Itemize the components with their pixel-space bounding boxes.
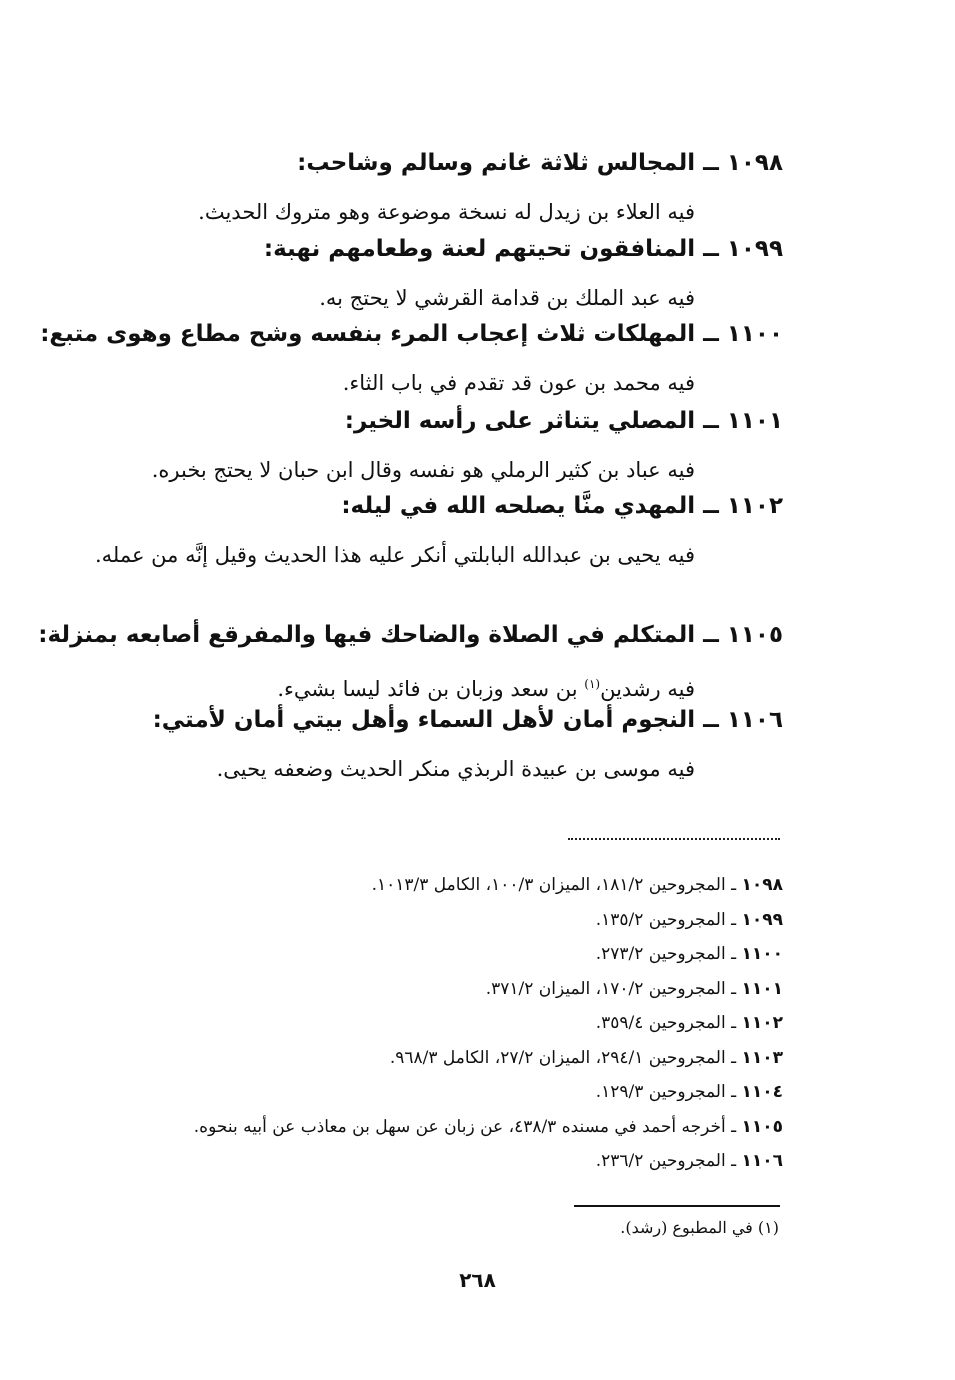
note-number: ١١٠٥ bbox=[741, 1116, 783, 1137]
note-number: ١١٠٣ bbox=[741, 1047, 783, 1068]
entry-comment: فيه محمد بن عون قد تقدم في باب الثاء. bbox=[342, 371, 695, 395]
hadith-entry-1106 bbox=[70, 705, 783, 791]
reference-note bbox=[90, 1041, 783, 1076]
reference-notes bbox=[90, 868, 783, 1179]
entry-comment-text: فيه رشدين bbox=[600, 677, 695, 701]
hadith-entry-1101 bbox=[70, 406, 783, 492]
hadith-entry-1102 bbox=[70, 491, 783, 577]
note-text: ـ المجروحين ١٢٩/٣. bbox=[595, 1082, 742, 1102]
note-number: ١١٠١ bbox=[741, 978, 783, 999]
note-number: ١٠٩٩ bbox=[741, 909, 783, 930]
entry-heading: ١١٠٥ ــ المتكلم في الصلاة والضاحك فيها والمفرقع أصابعه بمنزلة: bbox=[38, 622, 783, 648]
note-text: ـ المجروحين ٢٣٦/٢. bbox=[595, 1151, 742, 1171]
entry-comment-text: بن سعد وزبان بن فائد ليسا بشيء. bbox=[277, 677, 585, 701]
note-number: ١١٠٦ bbox=[741, 1151, 783, 1171]
reference-note bbox=[90, 903, 783, 938]
entry-heading: ١١٠١ ــ المصلي يتناثر على رأسه الخير: bbox=[344, 408, 783, 434]
note-text: ـ المجروحين ٣٥٩/٤. bbox=[595, 1013, 742, 1033]
entry-comment: فيه عبد الملك بن قدامة القرشي لا يحتج به. bbox=[319, 286, 695, 310]
entry-comment: فيه موسى بن عبيدة الربذي منكر الحديث وضعفه يحيى. bbox=[216, 757, 695, 781]
footnote: (١) في المطبوع (رشد). bbox=[620, 1218, 779, 1237]
reference-note bbox=[90, 937, 783, 972]
note-number: ١١٠٤ bbox=[741, 1082, 783, 1102]
note-text: ـ أخرجه أحمد في مسنده ٤٣٨/٣، عن زبان عن سهل بن معاذب عن أبيه بنحوه. bbox=[193, 1116, 742, 1137]
hadith-entry-1098 bbox=[70, 148, 783, 234]
entry-comment bbox=[70, 662, 695, 711]
hadith-entry-1105 bbox=[38, 620, 783, 711]
entry-heading: ١١٠٦ ــ النجوم أمان لأهل السماء وأهل بيتي أمان لأمتي: bbox=[152, 707, 783, 733]
entry-heading: ١٠٩٩ ــ المنافقون تحيتهم لعنة وطعامهم نهبة: bbox=[263, 236, 783, 262]
reference-note bbox=[90, 1075, 783, 1110]
note-text: ـ المجروحين ١٨١/٢، الميزان ١٠٠/٣، الكامل ١٠١٣/٣. bbox=[371, 875, 742, 895]
hadith-entry-1099 bbox=[70, 234, 783, 320]
footnote-marker: (١) bbox=[584, 677, 601, 691]
note-number: ١٠٩٨ bbox=[741, 875, 783, 895]
reference-note bbox=[90, 868, 783, 903]
reference-note bbox=[90, 1110, 783, 1145]
note-text: ـ المجروحين ١٣٥/٢. bbox=[595, 909, 742, 930]
note-text: ـ المجروحين ٢٩٤/١، الميزان ٢٧/٢، الكامل ٩٦٨/٣. bbox=[389, 1047, 742, 1068]
entry-comment: فيه يحيى بن عبدالله البابلتي أنكر عليه هذا الحديث وقيل إنَّه من عمله. bbox=[94, 543, 695, 567]
entry-heading: ١٠٩٨ ــ المجالس ثلاثة غانم وسالم وشاحب: bbox=[297, 150, 783, 176]
reference-note bbox=[90, 1006, 783, 1041]
footnote-rule bbox=[574, 1205, 780, 1207]
entry-heading: ١١٠٠ ــ المهلكات ثلاث إعجاب المرء بنفسه وشح مطاع وهوى متبع: bbox=[40, 321, 783, 347]
note-text: ـ المجروحين ٢٧٣/٢. bbox=[595, 944, 742, 964]
note-number: ١١٠٢ bbox=[741, 1013, 783, 1033]
entry-comment: فيه العلاء بن زيدل له نسخة موضوعة وهو متروك الحديث. bbox=[198, 200, 695, 224]
entry-heading: ١١٠٢ ــ المهدي منَّا يصلحه الله في ليله: bbox=[341, 493, 783, 519]
page-number: ٢٦٨ bbox=[459, 1268, 496, 1292]
note-number: ١١٠٠ bbox=[741, 944, 783, 964]
hadith-entry-1100 bbox=[40, 319, 783, 405]
reference-note bbox=[90, 1144, 783, 1179]
entry-comment: فيه عباد بن كثير الرملي هو نفسه وقال ابن حبان لا يحتج بخبره. bbox=[151, 458, 695, 482]
reference-note bbox=[90, 972, 783, 1007]
dotted-separator bbox=[568, 838, 780, 840]
note-text: ـ المجروحين ١٧٠/٢، الميزان ٣٧١/٢. bbox=[485, 978, 742, 999]
